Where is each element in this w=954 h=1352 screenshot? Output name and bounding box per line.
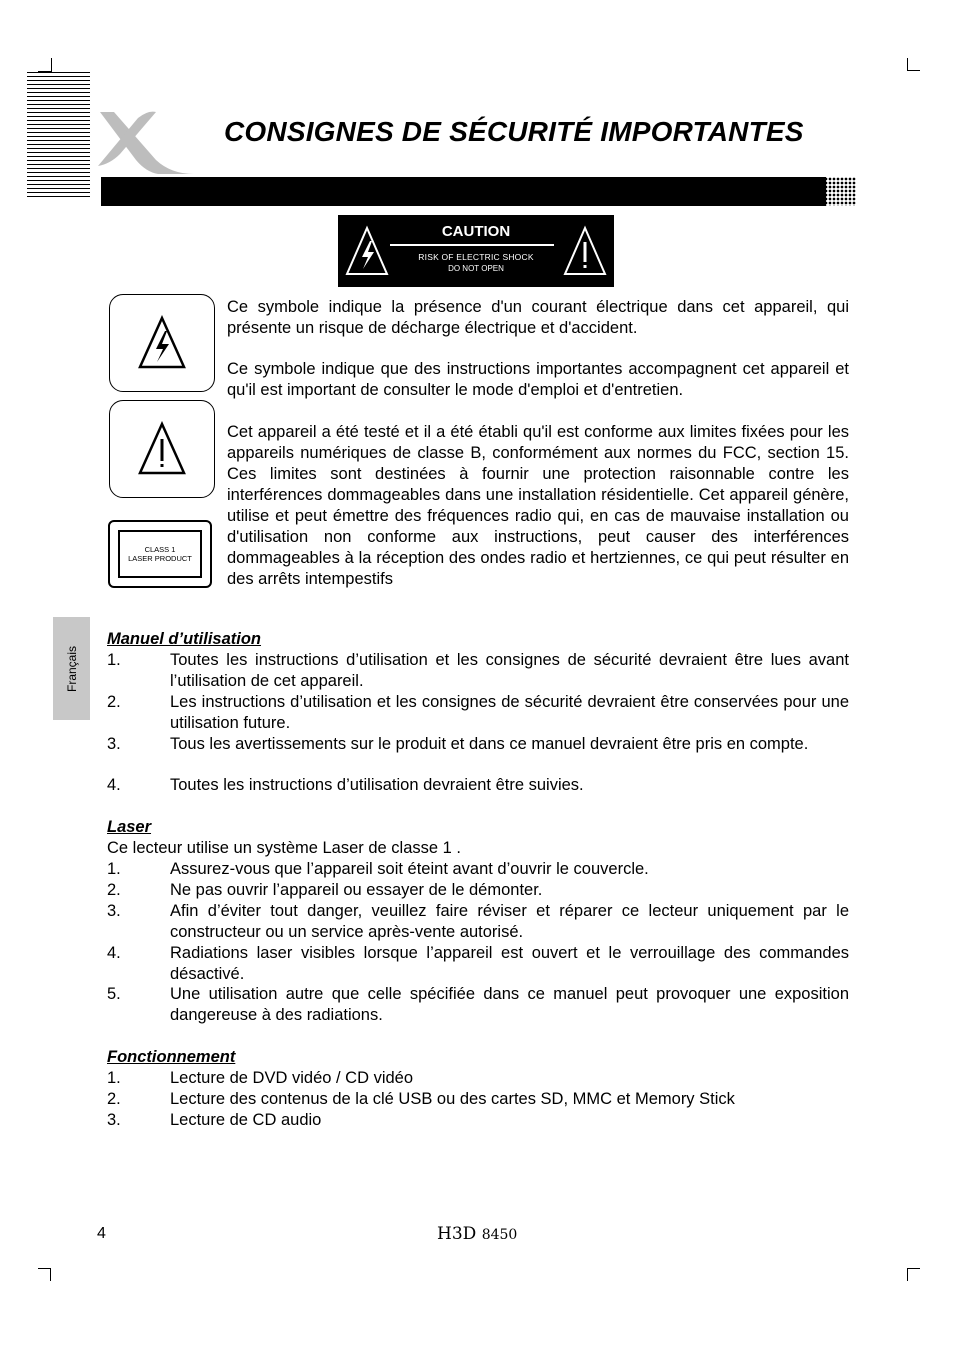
list-item: 1. Toutes les instructions d’utilisation et les consignes de sécurité devraient être lues avant l’utilisation de cet appareil. <box>107 651 849 690</box>
model-name <box>437 1224 517 1244</box>
lightning-warning-icon <box>137 315 187 371</box>
list-item: 2. Lecture des contenus de la clé USB ou des cartes SD, MMC et Memory Stick <box>107 1090 735 1108</box>
crop-mark-bottom-right-v <box>907 1268 908 1281</box>
page-number: 4 <box>97 1225 106 1242</box>
crop-mark-bottom-right <box>907 1268 920 1269</box>
crop-mark-bottom-left-v <box>50 1268 51 1281</box>
crop-mark-top-left-v <box>51 58 52 72</box>
laser-class-label-icon <box>108 520 212 588</box>
crop-mark-top-right-h <box>907 70 920 71</box>
laser-label-line1: CLASS 1 <box>144 545 176 554</box>
laser-intro: Ce lecteur utilise un système Laser de classe 1 . <box>107 839 462 857</box>
list-item: 1. Assurez-vous que l’appareil soit éteint avant d’ouvrir le couvercle. <box>107 860 649 878</box>
list-item: 3. Afin d’éviter tout danger, veuillez faire réviser et réparer ce lecteur uniquement par le constructeur ou un service après-vente autorisé. <box>107 902 849 941</box>
exclamation-warning-icon <box>562 225 608 277</box>
list-item: 5. Une utilisation autre que celle spécifiée dans ce manuel peut provoquer une exposition dangereuse à des radiations. <box>107 985 849 1024</box>
section-heading-laser: Laser <box>107 818 152 836</box>
section-heading-manuel: Manuel d’utilisation <box>107 630 262 648</box>
section-heading-fonctionnement: Fonctionnement <box>107 1048 236 1066</box>
list-item: 2. Ne pas ouvrir l’appareil ou essayer de le démonter. <box>107 881 543 899</box>
exclamation-warning-icon <box>137 421 187 477</box>
header-bar-dots <box>820 177 856 206</box>
language-tab <box>53 617 90 720</box>
laser-label-line2: LASER PRODUCT <box>128 554 192 563</box>
header-bar <box>101 177 826 206</box>
language-tab-label: Français <box>64 645 79 692</box>
model-number: 8450 <box>481 1227 518 1243</box>
caution-divider <box>390 244 554 246</box>
page-title: CONSIGNES DE SÉCURITÉ IMPORTANTES <box>224 116 804 147</box>
list-item: 3. Tous les avertissements sur le produit et dans ce manuel devraient être pris en compte. <box>107 735 809 753</box>
caution-line1: RISK OF ELECTRIC SHOCK <box>418 252 534 262</box>
caution-line2: DO NOT OPEN <box>448 264 504 273</box>
list-item: 1. Lecture de DVD vidéo / CD vidéo <box>107 1069 414 1087</box>
list-item: 4. Toutes les instructions d’utilisation devraient être suivies. <box>107 776 584 794</box>
list-item: 2. Les instructions d’utilisation et les consignes de sécurité devraient être conservées pour une utilisation future. <box>107 693 849 732</box>
caution-label <box>338 215 614 287</box>
exclamation-symbol-box <box>109 400 215 498</box>
model-prefix: H3D <box>437 1224 477 1244</box>
x-logo-icon <box>96 108 196 176</box>
paragraph-instruction-symbol: Ce symbole indique que des instructions importantes accompagnent cet appareil et qu'il est important de consulter le mode d'emploi et d'entretien. <box>227 360 849 399</box>
list-item: 4. Radiations laser visibles lorsque l’appareil est ouvert et le verrouillage des commandes désactivé. <box>107 944 849 983</box>
header-stripes <box>27 72 90 200</box>
lightning-symbol-box <box>109 294 215 392</box>
paragraph-fcc: Cet appareil a été testé et il a été établi qu'il est conforme aux limites fixées pour les appareils numériques de classe B, conformément aux normes du FCC, section 15. Ces limites sont destinées à fournir une protection raisonnable contre les interférences dommageables dans une installation résidentielle. Cet appareil génère, utilise et peut émettre des fréquences radio qui, en cas de mauvaise installation ou d'utilisation non conforme aux instructions, peut causer des interférences dommageables à la réception des ondes radio et hertziennes, ce qui peut résulter en des arrêts intempestifs <box>227 423 849 588</box>
list-item: 3. Lecture de CD audio <box>107 1111 322 1129</box>
caution-title: CAUTION <box>441 223 511 240</box>
paragraph-electric-symbol: Ce symbole indique la présence d'un courant électrique dans cet appareil, qui présente un risque de décharge électrique et d'accident. <box>227 298 849 337</box>
